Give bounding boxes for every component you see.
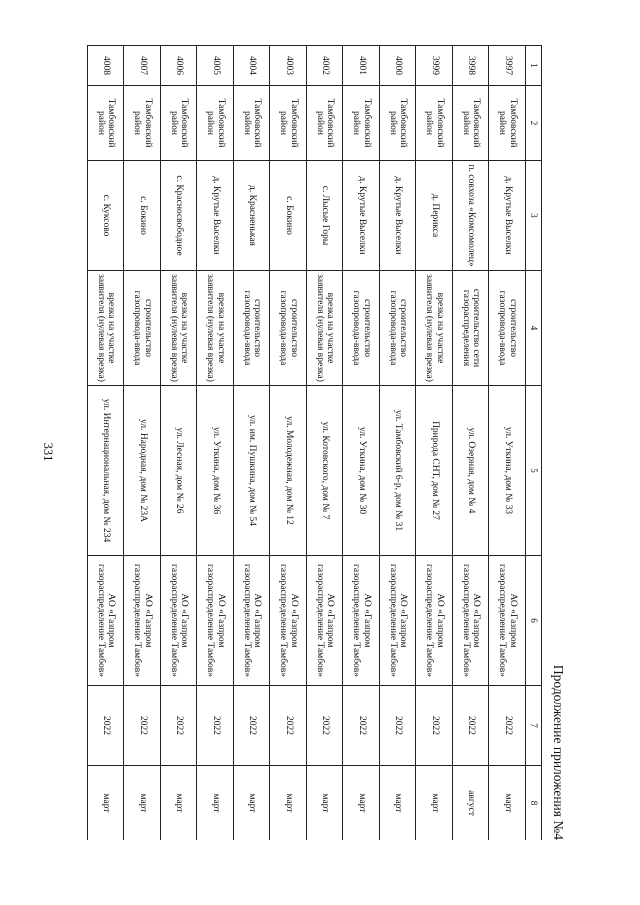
month-cell: март [197, 766, 234, 841]
work-type-cell: врезка на участке заявителя (нулевая врезка) [88, 271, 125, 386]
row-number-cell: 4002 [307, 46, 344, 86]
month-cell: март [88, 766, 125, 841]
month-cell: август [453, 766, 490, 841]
table-body [88, 46, 526, 841]
table-row [343, 46, 380, 841]
district-cell: Тамбовский район [453, 86, 490, 161]
district-cell: Тамбовский район [416, 86, 453, 161]
table-row [416, 46, 453, 841]
address-cell: ул. Интернациональная, дом № 234 [88, 386, 125, 556]
address-cell: ул. Уткина, дом № 36 [197, 386, 234, 556]
row-number-cell: 4001 [343, 46, 380, 86]
organization-cell: АО «Газпром газораспределение Тамбов» [88, 556, 125, 686]
row-number-cell: 3999 [416, 46, 453, 86]
month-cell: март [161, 766, 198, 841]
district-cell: Тамбовский район [124, 86, 161, 161]
locality-cell: с. Куксово [88, 161, 125, 271]
locality-cell: д. Крутые Выселки [380, 161, 417, 271]
locality-cell: д. Крутые Выселки [197, 161, 234, 271]
row-number-cell: 4005 [197, 46, 234, 86]
year-cell: 2022 [234, 686, 271, 766]
table-row [234, 46, 271, 841]
organization-cell: АО «Газпром газораспределение Тамбов» [124, 556, 161, 686]
month-cell: март [343, 766, 380, 841]
month-cell: март [234, 766, 271, 841]
table-row [380, 46, 417, 841]
work-type-cell: строительство газопровода-ввода [380, 271, 417, 386]
work-type-cell: врезка на участке заявителя (нулевая врезка) [197, 271, 234, 386]
organization-cell: АО «Газпром газораспределение Тамбов» [380, 556, 417, 686]
month-cell: март [270, 766, 307, 841]
work-type-cell: строительство газопровода-ввода [270, 271, 307, 386]
month-cell: март [307, 766, 344, 841]
table-row [307, 46, 344, 841]
organization-cell: АО «Газпром газораспределение Тамбов» [161, 556, 198, 686]
organization-cell: АО «Газпром газораспределение Тамбов» [489, 556, 526, 686]
year-cell: 2022 [161, 686, 198, 766]
month-cell: март [416, 766, 453, 841]
address-cell: ул. Озерная, дом № 4 [453, 386, 490, 556]
work-type-cell: строительство газопровода-ввода [234, 271, 271, 386]
organization-cell: АО «Газпром газораспределение Тамбов» [453, 556, 490, 686]
locality-cell: д. Крутые Выселки [343, 161, 380, 271]
row-number-cell: 4006 [161, 46, 198, 86]
locality-cell: с. Бокино [124, 161, 161, 271]
table-row [489, 46, 526, 841]
year-cell: 2022 [307, 686, 344, 766]
locality-cell: с. Бокино [270, 161, 307, 271]
organization-cell: АО «Газпром газораспределение Тамбов» [197, 556, 234, 686]
column-header: 2 [526, 86, 542, 161]
organization-cell: АО «Газпром газораспределение Тамбов» [234, 556, 271, 686]
address-cell: ул. Котовского, дом № 7 [307, 386, 344, 556]
appendix-table [87, 45, 542, 840]
table-row [270, 46, 307, 841]
row-number-cell: 4003 [270, 46, 307, 86]
address-cell: ул. Тамбовский 6-р, дом № 31 [380, 386, 417, 556]
column-header: 6 [526, 556, 542, 686]
year-cell: 2022 [416, 686, 453, 766]
column-header: 8 [526, 766, 542, 841]
table-row [453, 46, 490, 841]
work-type-cell: строительство газопровода-ввода [343, 271, 380, 386]
row-number-cell: 4004 [234, 46, 271, 86]
work-type-cell: строительство сети газораспределения [453, 271, 490, 386]
organization-cell: АО «Газпром газораспределение Тамбов» [343, 556, 380, 686]
table-row [161, 46, 198, 841]
continuation-label: Продолжение приложения №4 [551, 664, 566, 840]
year-cell: 2022 [343, 686, 380, 766]
district-cell: Тамбовский район [197, 86, 234, 161]
address-cell: ул. Уткина, дом № 33 [489, 386, 526, 556]
district-cell: Тамбовский район [380, 86, 417, 161]
district-cell: Тамбовский район [343, 86, 380, 161]
year-cell: 2022 [380, 686, 417, 766]
table-row [124, 46, 161, 841]
locality-cell: д. Красненькая [234, 161, 271, 271]
landscape-sheet [82, 45, 572, 840]
district-cell: Тамбовский район [270, 86, 307, 161]
address-cell: ул. им. Пушкина, дом № 54 [234, 386, 271, 556]
district-cell: Тамбовский район [161, 86, 198, 161]
work-type-cell: врезка на участке заявителя (нулевая врезка) [416, 271, 453, 386]
year-cell: 2022 [453, 686, 490, 766]
column-header: 7 [526, 686, 542, 766]
district-cell: Тамбовский район [307, 86, 344, 161]
column-header: 1 [526, 46, 542, 86]
year-cell: 2022 [489, 686, 526, 766]
row-number-cell: 4000 [380, 46, 417, 86]
district-cell: Тамбовский район [489, 86, 526, 161]
year-cell: 2022 [124, 686, 161, 766]
work-type-cell: врезка на участке заявителя (нулевая врезка) [307, 271, 344, 386]
year-cell: 2022 [270, 686, 307, 766]
organization-cell: АО «Газпром газораспределение Тамбов» [416, 556, 453, 686]
column-header: 3 [526, 161, 542, 271]
locality-cell: д. Перикса [416, 161, 453, 271]
page-number: 331 [41, 442, 55, 462]
row-number-cell: 3998 [453, 46, 490, 86]
column-header: 5 [526, 386, 542, 556]
locality-cell: д. Крутые Выселки [489, 161, 526, 271]
month-cell: март [380, 766, 417, 841]
address-cell: ул. Молодежная, дом № 12 [270, 386, 307, 556]
locality-cell: п. совхоза «Комсомолец» [453, 161, 490, 271]
district-cell: Тамбовский район [88, 86, 125, 161]
month-cell: март [124, 766, 161, 841]
address-cell: ул. Народная, дом № 23А [124, 386, 161, 556]
organization-cell: АО «Газпром газораспределение Тамбов» [307, 556, 344, 686]
row-number-cell: 3997 [489, 46, 526, 86]
row-number-cell: 4007 [124, 46, 161, 86]
table-row [88, 46, 125, 841]
district-cell: Тамбовский район [234, 86, 271, 161]
column-number-row [526, 46, 542, 841]
work-type-cell: строительство газопровода-ввода [489, 271, 526, 386]
table-row [197, 46, 234, 841]
organization-cell: АО «Газпром газораспределение Тамбов» [270, 556, 307, 686]
year-cell: 2022 [197, 686, 234, 766]
column-header: 4 [526, 271, 542, 386]
year-cell: 2022 [88, 686, 125, 766]
month-cell: март [489, 766, 526, 841]
address-cell: Природа СНТ, дом № 27 [416, 386, 453, 556]
address-cell: ул. Уткина, дом № 30 [343, 386, 380, 556]
address-cell: ул. Лесная, дом № 26 [161, 386, 198, 556]
row-number-cell: 4008 [88, 46, 125, 86]
locality-cell: с. Красносвободное [161, 161, 198, 271]
locality-cell: с. Лысые Горы [307, 161, 344, 271]
work-type-cell: строительство газопровода-ввода [124, 271, 161, 386]
work-type-cell: врезка на участке заявителя (нулевая врезка) [161, 271, 198, 386]
rotated-page-content [82, 45, 572, 840]
